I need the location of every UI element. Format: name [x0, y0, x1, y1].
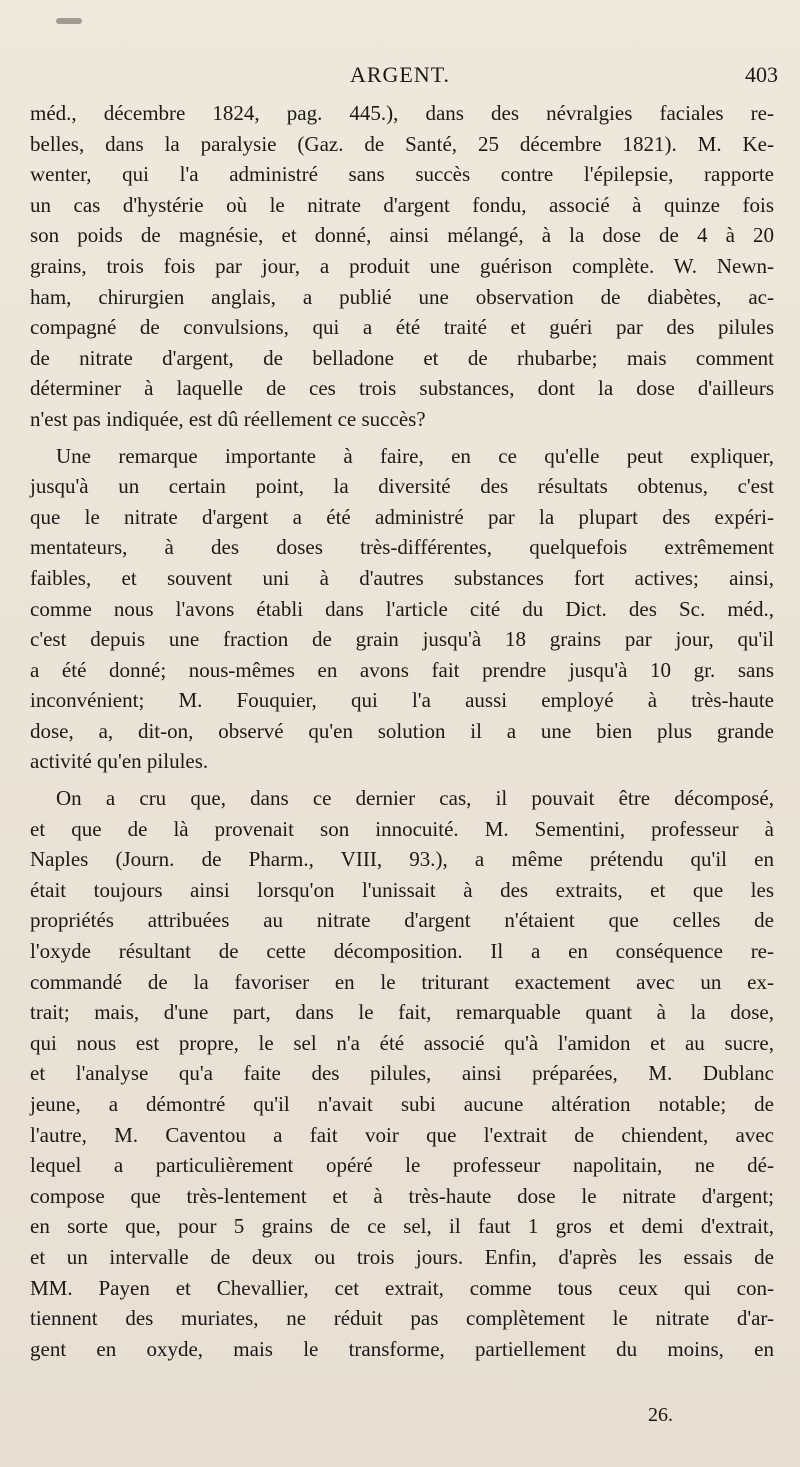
running-title: ARGENT.	[349, 62, 451, 87]
text-line: lequel a particulièrement opéré le professeur napolitain, ne dé-	[30, 1153, 774, 1178]
text-line: inconvénient; M. Fouquier, qui l'a aussi employé à très-haute	[30, 688, 774, 713]
text-line: MM. Payen et Chevallier, cet extrait, comme tous ceux qui con-	[30, 1275, 774, 1300]
page-header	[0, 62, 800, 92]
text-line: l'oxyde résultant de cette décomposition. Il a en conséquence re-	[30, 939, 774, 964]
text-line: qui nous est propre, le sel n'a été associé qu'à l'amidon et au sucre,	[30, 1030, 774, 1055]
text-line: ham, chirurgien anglais, a publié une observation de diabètes, ac-	[30, 284, 774, 309]
text-line: Une remarque importante à faire, en ce qu'elle peut expliquer,	[56, 443, 774, 468]
text-line: jeune, a démontré qu'il n'avait subi aucune altération notable; de	[30, 1092, 774, 1116]
text-line: n'est pas indiquée, est dû réellement ce succès?	[30, 406, 426, 431]
text-line: commandé de la favoriser en le triturant exactement avec un ex-	[30, 969, 774, 994]
paragraph-1	[30, 98, 774, 435]
text-line: l'autre, M. Caventou a fait voir que l'extrait de chiendent, avec	[30, 1122, 774, 1147]
text-line: belles, dans la paralysie (Gaz. de Santé, 25 décembre 1821). M. Ke-	[30, 131, 774, 156]
text-line: c'est depuis une fraction de grain jusqu'à 18 grains par jour, qu'il	[30, 627, 774, 652]
text-line: compagné de convulsions, qui a été traité et guéri par des pilules	[30, 315, 774, 340]
text-line: que le nitrate d'argent a été administré par la plupart des expéri-	[30, 504, 774, 529]
text-line: déterminer à laquelle de ces trois substances, dont la dose d'ailleurs	[30, 376, 774, 401]
text-line: On a cru que, dans ce dernier cas, il pouvait être décomposé,	[56, 786, 774, 811]
text-line: et l'analyse qu'a faite des pilules, ainsi préparées, M. Dublanc	[30, 1061, 774, 1086]
paragraph-3	[30, 783, 774, 1364]
ink-smudge	[56, 18, 82, 24]
text-line: Naples (Journ. de Pharm., VIII, 93.), a même prétendu qu'il en	[30, 847, 774, 872]
page-number: 403	[745, 62, 778, 87]
text-line: et un intervalle de deux ou trois jours. Enfin, d'après les essais de	[30, 1244, 774, 1269]
signature-mark: 26.	[648, 1404, 673, 1426]
text-line: wenter, qui l'a administré sans succès contre l'épilepsie, rapporte	[30, 162, 774, 187]
text-line: activité qu'en pilules.	[30, 749, 209, 774]
text-line: trait; mais, d'une part, dans le fait, remarquable quant à la dose,	[30, 1000, 774, 1025]
text-line: comme nous l'avons établi dans l'article cité du Dict. des Sc. méd.,	[30, 596, 774, 621]
text-line: faibles, et souvent uni à d'autres substances fort actives; ainsi,	[30, 565, 774, 590]
text-line: gent en oxyde, mais le transforme, partiellement du moins, en	[30, 1336, 774, 1361]
text-line: méd., décembre 1824, pag. 445.), dans des névralgies faciales re-	[30, 101, 774, 125]
text-line: compose que très-lentement et à très-haute dose le nitrate d'argent;	[30, 1183, 774, 1208]
text-line: de nitrate d'argent, de belladone et de rhubarbe; mais comment	[30, 345, 774, 370]
text-line: était toujours ainsi lorsqu'on l'unissait à des extraits, et que les	[30, 877, 774, 902]
text-line: et que de là provenait son innocuité. M. Sementini, professeur à	[30, 816, 774, 841]
text-line: dose, a, dit-on, observé qu'en solution il a une bien plus grande	[30, 718, 774, 743]
text-line: mentateurs, à des doses très-différentes, quelquefois extrêmement	[30, 535, 774, 560]
text-line: grains, trois fois par jour, a produit une guérison complète. W. Newn-	[30, 253, 774, 278]
text-line: un cas d'hystérie où le nitrate d'argent fondu, associé à quinze fois	[30, 192, 774, 217]
paragraph-2	[30, 441, 774, 778]
text-line: son poids de magnésie, et donné, ainsi mélangé, à la dose de 4 à 20	[30, 223, 774, 248]
text-line: en sorte que, pour 5 grains de ce sel, il faut 1 gros et demi d'extrait,	[30, 1214, 774, 1239]
text-line: a été donné; nous-mêmes en avons fait prendre jusqu'à 10 gr. sans	[30, 657, 774, 682]
text-line: jusqu'à un certain point, la diversité des résultats obtenus, c'est	[30, 474, 774, 499]
text-line: propriétés attribuées au nitrate d'argent n'étaient que celles de	[30, 908, 774, 933]
text-line: tiennent des muriates, ne réduit pas complètement le nitrate d'ar-	[30, 1306, 774, 1331]
page-body	[30, 98, 774, 1364]
